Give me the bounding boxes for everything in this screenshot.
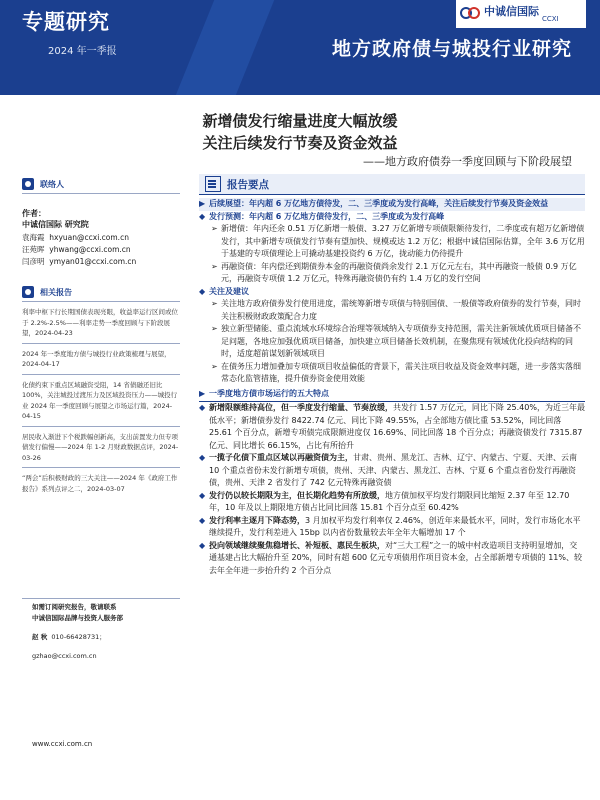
- contact-block: [32, 602, 192, 662]
- divider: [22, 467, 180, 468]
- new-bond-text: 年内还余 0.51 万亿新增一般债、3.27 万亿新增专项债限额待发行，二季度或有超万亿新增债发行，其中新增专项债发行节奏有望加快、规模或达 1.2 万亿；根据中诚信国际估算，全年 3.6 万亿用于基建的专项债理论上可撬动基建投资约 6 万亿，拢动能力仍待提升: [221, 224, 585, 258]
- author-name: 袁海霞: [22, 233, 45, 242]
- author-org: 中诚信国际 研究院: [22, 220, 89, 229]
- focus-item: [199, 361, 585, 386]
- related-report-item[interactable]: 化债约束下重点区域融资受阻，14 省债融还旧比 100%，关注城投过渡压力及区域投资压力——城投行业 2024 年一季度回顾与展望之市场运行篇，2024-04-15: [22, 380, 178, 420]
- related-heading: [22, 286, 180, 298]
- focus-text: 独立新型储能、重点流域水环境综合治理等领域纳入专项债券支持范围，需关注新领域优质项目储备不足问题，各地应加强优质项目储备，加快建立项目储备长效机制，在聚焦现有领域优化投向结构的同时，适度超前谋划新领域项目: [221, 324, 581, 358]
- contact-phone-row: [32, 632, 192, 643]
- new-bond-item: [199, 223, 585, 261]
- person-icon: [22, 178, 34, 190]
- author-email[interactable]: ymyan01@ccxi.com.cn: [49, 257, 137, 266]
- document-icon: [22, 286, 34, 298]
- feature-lead: 投向领域继续聚焦稳增长、补短板、惠民生板块，: [209, 540, 385, 550]
- author-name: 汪苑晖: [22, 245, 45, 254]
- feature-text: 3 月加权平均发行利率仅 2.46%，创近年来最低水平，同时，发行市场化水平继续提升，发行利差进入 15bp 以内省份数量较去年全年大幅增加 17 个: [209, 515, 581, 537]
- feature-text: 对“三大工程”之一的城中村改造项目支持明显增加，交通基建占比大幅抬升至 20%，同时有超 600 亿元专项债用作项目资本金，占全部新增专项债的 11%、较去年全年进一步抬升约 2 个百分点: [209, 540, 582, 575]
- feature-item: [199, 452, 585, 490]
- bullet-arrow-icon: ➢: [211, 261, 218, 271]
- features-heading-label: 一季度地方债市场运行的五大特点: [209, 388, 329, 398]
- feature-item: [199, 490, 585, 515]
- outlook-item: [199, 198, 585, 211]
- feature-item: [199, 540, 585, 578]
- author-email[interactable]: yhwang@ccxi.com.cn: [49, 245, 131, 254]
- key-points-header: [199, 174, 585, 195]
- related-reports: [22, 286, 180, 494]
- focus-text: 关注地方政府债券发行使用进度，需统筹新增专项债与特别国债、一般债等政府债券的发行节奏，同时关注积极财政政策配合力度: [221, 299, 581, 321]
- related-report-item[interactable]: “两会”后积极财政的三大关注——2024 年《政府工作报告》系列点评之二，2024-03-07: [22, 474, 178, 493]
- focus-heading: [199, 286, 585, 299]
- bullet-arrow-icon: ➢: [211, 324, 218, 333]
- refinancing-label: 再融资债：: [221, 261, 261, 271]
- related-report-item[interactable]: 利率中枢下行长期国债表现亮眼，收益率运行区间或位于 2.2%-2.5%——利率走势一季度回顾与下阶段展望，2024-04-23: [22, 308, 178, 337]
- contact-phone: 010-66428731；: [51, 633, 106, 641]
- key-points-body: [199, 198, 585, 577]
- bullet-diamond-icon: ◆: [199, 403, 206, 412]
- bullet-triangle-icon: ▶: [199, 388, 206, 398]
- bullet-diamond-icon: ◆: [199, 540, 206, 550]
- author-name: 闫彦明: [22, 257, 45, 266]
- divider: [22, 193, 180, 194]
- outlook-text: 年内超 6 万亿地方债待发，二、三季度或为发行高峰，关注后续发行节奏及资金效益: [249, 199, 549, 208]
- contacts-heading-label: 联络人: [40, 179, 64, 189]
- focus-item: [199, 298, 585, 323]
- feature-lead: 发行仍以较长期限为主，但长期化趋势有所放缓，: [209, 490, 385, 500]
- author-row: [22, 256, 180, 268]
- logo-name: 中诚信国际: [484, 5, 539, 18]
- contact-line2: 中诚信国际品牌与投资人服务部: [32, 614, 123, 622]
- feature-lead: 发行利率主逐月下降态势，: [209, 515, 305, 525]
- contacts-heading: [22, 178, 180, 190]
- feature-text: 甘肃、贵州、黑龙江、吉林、辽宁、内蒙古、宁夏、天津、云南 10 个重点省份未发行新增专项债，贵州、天津、内蒙古、黑龙江、吉林、宁夏 6 个重点省份发行再融资债，贵州、天津 2 省发行了 742 亿元特殊再融资债: [209, 453, 577, 487]
- bullet-diamond-icon: ◆: [199, 211, 206, 221]
- bullet-diamond-icon: ◆: [199, 515, 206, 525]
- bullet-diamond-icon: ◆: [199, 453, 206, 462]
- divider: [22, 598, 180, 599]
- logo: [456, 0, 586, 28]
- focus-heading-label: 关注及建议: [209, 286, 249, 296]
- divider: [22, 426, 180, 427]
- divider: [22, 343, 180, 344]
- contact-name: 赵 秋: [32, 633, 48, 641]
- feature-lead: 一揽子化债下重点区域以再融资债为主，: [209, 453, 353, 462]
- focus-item: [199, 323, 585, 361]
- related-report-item[interactable]: 2024 年一季度地方债与城投行业政策梳理与展望，2024-04-17: [22, 349, 171, 368]
- author-label: 作者：: [22, 209, 46, 218]
- feature-text: 共发行 1.57 万亿元，同比下降 25.40%，为近三年最低水平；新增债券发行 8422.74 亿元、同比下降 49.55%，占全部地方债比重 53.52%，同比回落 25.61 个百分点，新增专项债完成限额进度仅 16.69%、同比回落 18 个百分点；再融资债发行 7315.87 亿元、同比增长 66.15%，占比有所抬升: [209, 403, 585, 450]
- feature-item: [199, 402, 585, 452]
- refinancing-text: 年内偿还到期债券本金的再融资债尚余发行 2.1 万亿元左右，其中再融资一般债 0.9 万亿元，再融资专项债 1.2 万亿元，特殊再融资债仍有约 1.4 万亿的发行空间: [221, 261, 577, 283]
- logo-abbr: CCXI: [542, 15, 559, 23]
- author-email[interactable]: hxyuan@ccxi.com.cn: [49, 233, 129, 242]
- series-title: 地方政府债与城投行业研究: [331, 38, 572, 60]
- divider: [22, 301, 180, 302]
- header-banner: [0, 0, 600, 95]
- list-icon: [205, 176, 221, 192]
- report-date: 2024 年一季报: [48, 46, 117, 57]
- report-title-line2: 关注后续发行节奏及资金效益: [202, 134, 398, 152]
- key-points-title: 报告要点: [227, 178, 269, 191]
- author-row: [22, 244, 180, 256]
- contact-line1: 如需订阅研究报告，敬请联系: [32, 603, 117, 611]
- feature-lead: 新增限额维持高位，但一季度发行缩量、节奏放缓，: [209, 403, 393, 412]
- bullet-arrow-icon: ➢: [211, 299, 218, 308]
- header-decoration: [150, 0, 291, 95]
- forecast-text: 年内超 6 万亿地方债待发行，二、三季度或为发行高峰: [249, 211, 445, 221]
- feature-item: [199, 515, 585, 540]
- related-report-item[interactable]: 居民收入渐进下个税跌幅创新高，支出前置发力但专项债发行偏慢——2024 年 1-2 月财政数据点评，2024-03-26: [22, 432, 179, 462]
- contact-email[interactable]: gzhao@ccxi.com.cn: [32, 652, 97, 660]
- website-link[interactable]: www.ccxi.com.cn: [32, 740, 93, 748]
- key-points: [199, 174, 585, 577]
- features-heading: [199, 388, 585, 403]
- bullet-arrow-icon: ➢: [211, 224, 218, 233]
- forecast-item: [199, 211, 585, 224]
- bullet-arrow-icon: ➢: [211, 361, 218, 371]
- sidebar: [22, 178, 180, 494]
- related-heading-label: 相关报告: [40, 287, 72, 297]
- divider: [22, 374, 180, 375]
- feature-text: 地方债加权平均发行期限同比缩短 2.37 年至 12.70 年，10 年及以上期限地方债占比同比回落 15.81 个百分点至 60.42%: [209, 490, 570, 512]
- outlook-label: 后续展望：: [209, 199, 249, 208]
- forecast-label: 发行预测：: [209, 211, 249, 221]
- bullet-diamond-icon: ◆: [199, 490, 206, 500]
- author-row: [22, 232, 180, 244]
- report-title-line1: 新增债发行缩量进度大幅放缓: [202, 112, 398, 130]
- bullet-triangle-icon: ▶: [199, 199, 206, 208]
- bullet-diamond-icon: ◆: [199, 286, 206, 296]
- report-subtitle: ——地方政府债券一季度回顾与下阶段展望: [363, 155, 572, 168]
- logo-icon: [460, 4, 480, 22]
- report-category: 专题研究: [22, 10, 110, 34]
- refinancing-item: [199, 261, 585, 286]
- focus-text: 在债务压力增加叠加专项债项目收益偏低的背景下，需关注项目收益及资金效率问题，进一步落实落细常态化监管措施，提升债券资金使用效能: [221, 361, 581, 383]
- new-bond-label: 新增债：: [221, 224, 253, 233]
